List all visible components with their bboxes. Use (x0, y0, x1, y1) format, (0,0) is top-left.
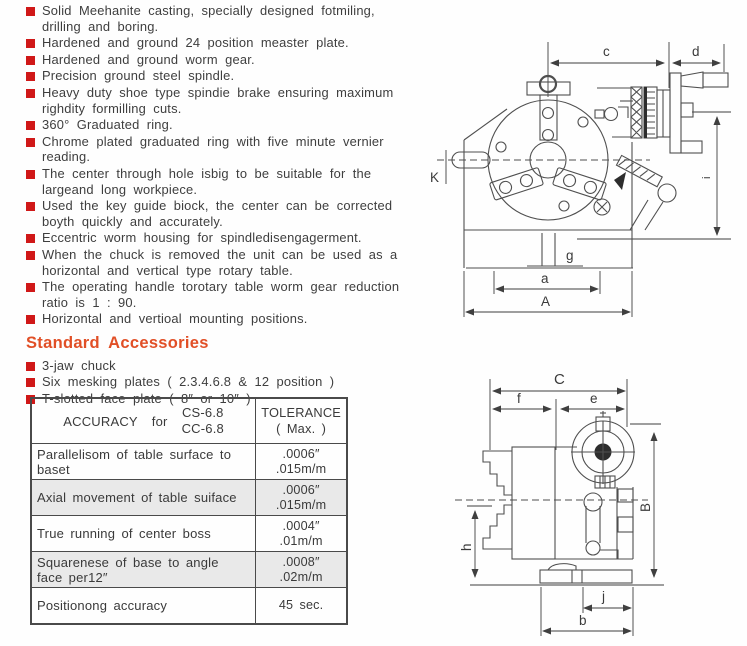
feature-item (26, 134, 418, 165)
dim-label-i: i (701, 176, 713, 179)
feature-item (26, 247, 418, 278)
feature-item (26, 85, 418, 116)
table-row (31, 516, 347, 552)
row-value: .015m/m (275, 461, 327, 476)
feature-item (26, 279, 418, 310)
dim-label-h: h (459, 543, 474, 551)
row-value: .0006″ (282, 482, 320, 497)
row-label: Parallelisom of table surface to baset (31, 444, 256, 480)
dim-label-f: f (517, 391, 521, 406)
table-row (31, 588, 347, 624)
dim-label-e: e (590, 391, 598, 406)
bullet-square-icon (26, 170, 35, 179)
row-value: .02m/m (279, 569, 323, 584)
drawing-front-view (398, 28, 747, 320)
table-header-row (31, 398, 347, 444)
bullet-square-icon (26, 121, 35, 130)
accessory-text: Six mesking plates ( 2.3.4.6.8 & 12 position ) (42, 374, 335, 390)
feature-item (26, 35, 418, 51)
row-label: Squarenese of base to angle face per12″ (31, 552, 256, 588)
drawing-side-view (438, 363, 747, 646)
bullet-square-icon (26, 39, 35, 48)
dim-label-d: d (692, 44, 700, 59)
feature-item (26, 311, 418, 327)
feature-item (26, 198, 418, 229)
bullet-square-icon (26, 138, 35, 147)
accessory-item (26, 358, 418, 374)
feature-text: When the chuck is removed the unit can be used as a horizontal and vertical type rotary table. (42, 246, 398, 278)
dim-label-A: A (541, 294, 551, 309)
feature-text: Solid Meehanite casting, specially designed fotmiling, drilling and boring. (42, 3, 375, 34)
table-row (31, 444, 347, 480)
feature-text: 360° Graduated ring. (42, 117, 173, 133)
feature-item (26, 166, 418, 197)
row-value: .0008″ (282, 554, 320, 569)
bullet-square-icon (26, 362, 35, 371)
row-value: .0004″ (282, 518, 320, 533)
bullet-square-icon (26, 378, 35, 387)
bullet-square-icon (26, 72, 35, 81)
row-value: .015m/m (275, 497, 327, 512)
bullet-square-icon (26, 89, 35, 98)
feature-item (26, 230, 418, 246)
tolerance-label: TOLERANCE (261, 405, 341, 420)
feature-item (26, 3, 418, 34)
dim-label-c: c (603, 44, 610, 59)
bullet-square-icon (26, 251, 35, 260)
feature-item (26, 68, 418, 84)
dim-label-C: C (554, 371, 565, 388)
row-value: .0006″ (282, 446, 320, 461)
accessories-heading: Standard Accessories (26, 333, 209, 352)
bullet-square-icon (26, 7, 35, 16)
table-row (31, 480, 347, 516)
feature-text: Eccentric worm housing for spindledisengagerment. (42, 230, 362, 246)
tolerance-max-label: ( Max. ) (276, 421, 327, 436)
row-label: Positionong accuracy (31, 588, 256, 624)
dim-label-g: g (566, 248, 574, 263)
table-row (31, 552, 347, 588)
dim-label-K: K (430, 170, 440, 185)
left-column (26, 3, 418, 408)
bullet-square-icon (26, 315, 35, 324)
for-label: for (151, 413, 168, 429)
bullet-square-icon (26, 202, 35, 211)
row-value: 45 sec. (278, 597, 324, 612)
model-cs: CS-6.8 (181, 405, 224, 420)
row-label: True running of center boss (31, 516, 256, 552)
dim-label-B: B (638, 502, 653, 512)
bullet-square-icon (26, 283, 35, 292)
feature-text: Chrome plated graduated ring with five minute vernier reading. (42, 133, 384, 165)
dim-label-a: a (541, 271, 549, 286)
bullet-square-icon (26, 234, 35, 243)
row-value: .01m/m (279, 533, 323, 548)
feature-text: Hardened and ground worm gear. (42, 51, 255, 67)
feature-text: Horizontal and vertioal mounting positions. (42, 311, 308, 327)
feature-item (26, 52, 418, 68)
dim-label-b: b (579, 613, 587, 628)
accessory-item (26, 374, 418, 390)
feature-item (26, 117, 418, 133)
model-cc: CC-6.8 (181, 421, 224, 436)
feature-text: Heavy duty shoe type spindie brake ensuring maximum righdity formilling cuts. (42, 84, 394, 116)
bullet-square-icon (26, 56, 35, 65)
feature-text: The operating handle torotary table worm gear reduction ratio is 1 : 90. (42, 279, 400, 310)
accessory-text: T-slotted face plate ( 8″ or 10″ ) (42, 391, 251, 407)
feature-list (26, 3, 418, 327)
dim-label-j: j (602, 589, 605, 604)
accuracy-table (30, 397, 348, 625)
feature-text: The center through hole isbig to be suitable for the largeand long workpiece. (42, 165, 372, 197)
accessory-text: 3-jaw chuck (42, 357, 116, 373)
accuracy-label: ACCURACY (63, 413, 138, 429)
row-label: Axial movement of table suiface (31, 480, 256, 516)
feature-text: Used the key guide biock, the center can be corrected boyth quickly and accurately. (42, 198, 393, 229)
feature-text: Precision ground steel spindle. (42, 68, 235, 84)
feature-text: Hardened and ground 24 position measter plate. (42, 35, 349, 51)
